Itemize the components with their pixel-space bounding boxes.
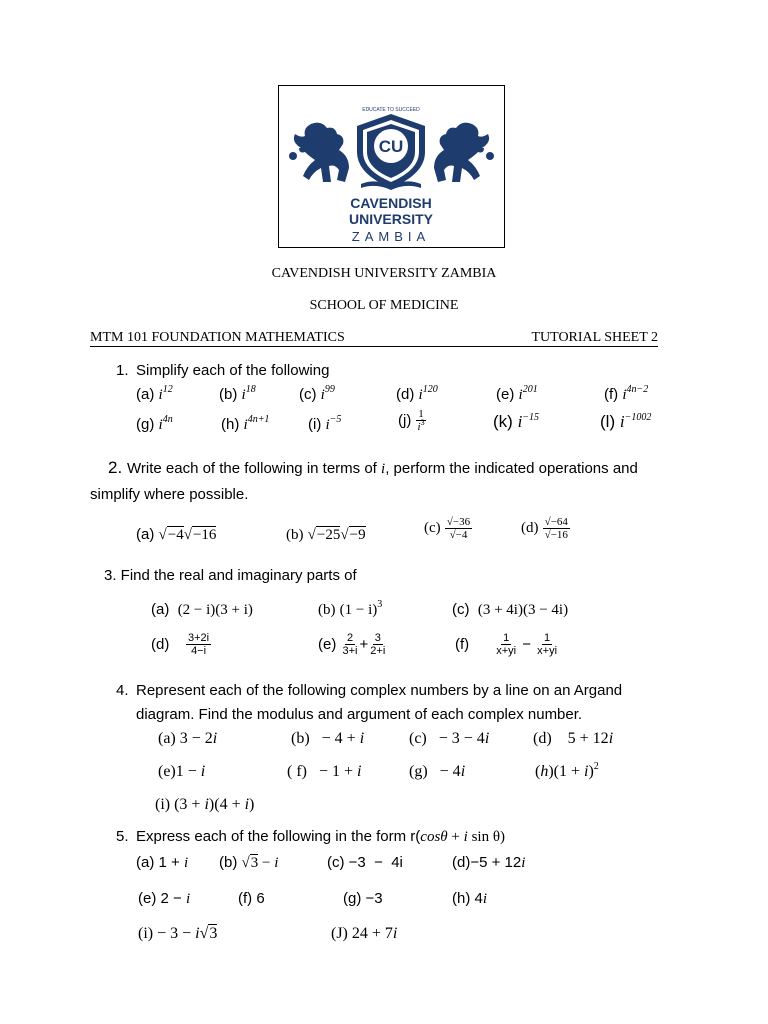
q5-item-h: (h) 4i (452, 890, 488, 907)
q3-item-d: (d) $\frac{3+2i}{4-i}$ (151, 632, 210, 657)
school-title: SCHOOL OF MEDICINE (309, 298, 459, 313)
university-logo (278, 85, 505, 248)
q5-item-d: (d)−5 + 12i (452, 854, 526, 871)
q5-text: Express each of the following in the form r(cosθ + i sin θ) (136, 828, 505, 845)
q5-item-a: (a) 1 + i (136, 854, 189, 871)
sheet-title: TUTORIAL SHEET 2 (531, 330, 658, 345)
course-header (90, 330, 658, 347)
q2-text-line1: Write each of the following in terms of i, perform the indicated operations and (127, 460, 638, 477)
q5-item-e: (e) 2 − i (138, 890, 191, 907)
logo-line3: ZAMBIA (351, 229, 431, 244)
q4-text-line2: diagram. Find the modulus and argument of each complex number. (136, 706, 583, 723)
q4-item-c: (c) − 3 − 4i (409, 730, 490, 747)
logo-arc-text: EDUCATE TO SUCCEED (362, 107, 420, 113)
university-title: CAVENDISH UNIVERSITY ZAMBIA (271, 266, 497, 281)
logo-line1: CAVENDISH (350, 195, 432, 211)
q3-item-a: (a) (2 − i)(3 + i) (151, 601, 253, 618)
q4-item-f: ( f) − 1 + i (287, 763, 362, 780)
right-lion-icon (434, 123, 494, 182)
q4-item-d: (d) 5 + 12i (533, 730, 614, 747)
q3-item-e: (e) $\frac{2}{3+i}$ + $\frac{3}{2+i}$ (318, 632, 386, 657)
q1-item-i: (i) $i^{-5}$ (308, 414, 342, 433)
q4-item-i: (i) (3 + i)(4 + i) (155, 796, 255, 813)
q4-item-g: (g) − 4i (409, 763, 466, 780)
q2-text-line2: simplify where possible. (90, 486, 249, 503)
q3-item-f: (f) $\frac{1}{x+yi}$ − $\frac{1}{x+yi}$ (455, 632, 558, 657)
q4-item-e: (e)1 − i (158, 763, 206, 780)
q5-item-c: (c) −3 − 4i (327, 854, 403, 871)
logo-monogram: CU (378, 137, 404, 156)
q1-item-f: (f) $i^{4n-2}$ (604, 384, 649, 403)
q4-item-h: $(h)(1 + i)^2$ (535, 761, 599, 780)
q1-item-b: (b) $i^{18}$ (219, 384, 256, 403)
q1-number: 1. (116, 362, 129, 379)
left-lion-icon (289, 123, 349, 182)
q1-text: Simplify each of the following (136, 362, 330, 379)
q2-item-d: (d) $\frac{√-64}{√-16}$ (521, 516, 568, 541)
q2-item-b: (b) √−25√−9 (286, 527, 366, 543)
q3-item-c: (c) (3 + 4i)(3 − 4i) (452, 601, 569, 618)
logo-line2: UNIVERSITY (348, 211, 434, 227)
q4-text-line1: Represent each of the following complex numbers by a line on an Argand (136, 682, 623, 699)
q1-item-j: (j) $\frac{1}{i^3}$ (398, 408, 425, 433)
q1-item-l: (l) $i^{-1002}$ (600, 412, 652, 431)
q4-item-a: (a) 3 − 2i (158, 730, 218, 747)
q2-item-c: (c) $\frac{√-36}{√-4}$ (424, 516, 471, 541)
q4-number: 4. (116, 682, 129, 699)
q5-item-j: (J) 24 + 7i (331, 925, 398, 942)
q5-item-b: (b) √3 − i (219, 854, 279, 871)
q3-text: 3. Find the real and imaginary parts of (104, 567, 357, 584)
q1-item-h: (h) $i^{4n+1}$ (221, 414, 270, 433)
q5-item-g: (g) −3 (343, 890, 383, 907)
q4-item-b: (b) − 4 + i (291, 730, 365, 747)
q1-item-g: (g) $i^{4n}$ (136, 414, 173, 433)
q5-number: 5. (116, 828, 129, 845)
q5-item-i: (i) − 3 − i√3 (138, 925, 218, 942)
q1-item-k: (k) $i^{-15}$ (493, 412, 540, 431)
q5-item-f: (f) 6 (238, 890, 265, 907)
q2-item-a: (a) √−4√−16 (136, 526, 217, 543)
q1-item-e: (e) $i^{201}$ (496, 384, 538, 403)
q3-item-b: (b) $(1 - i)^3$ (318, 599, 383, 618)
q1-item-a: (a) $i^{12}$ (136, 384, 173, 403)
q1-item-c: (c) $i^{99}$ (299, 384, 335, 403)
logo-graphic (279, 86, 504, 247)
q2-number: 2. (108, 458, 123, 477)
course-code: MTM 101 FOUNDATION MATHEMATICS (90, 330, 345, 345)
q1-item-d: (d) $i^{120}$ (396, 384, 438, 403)
